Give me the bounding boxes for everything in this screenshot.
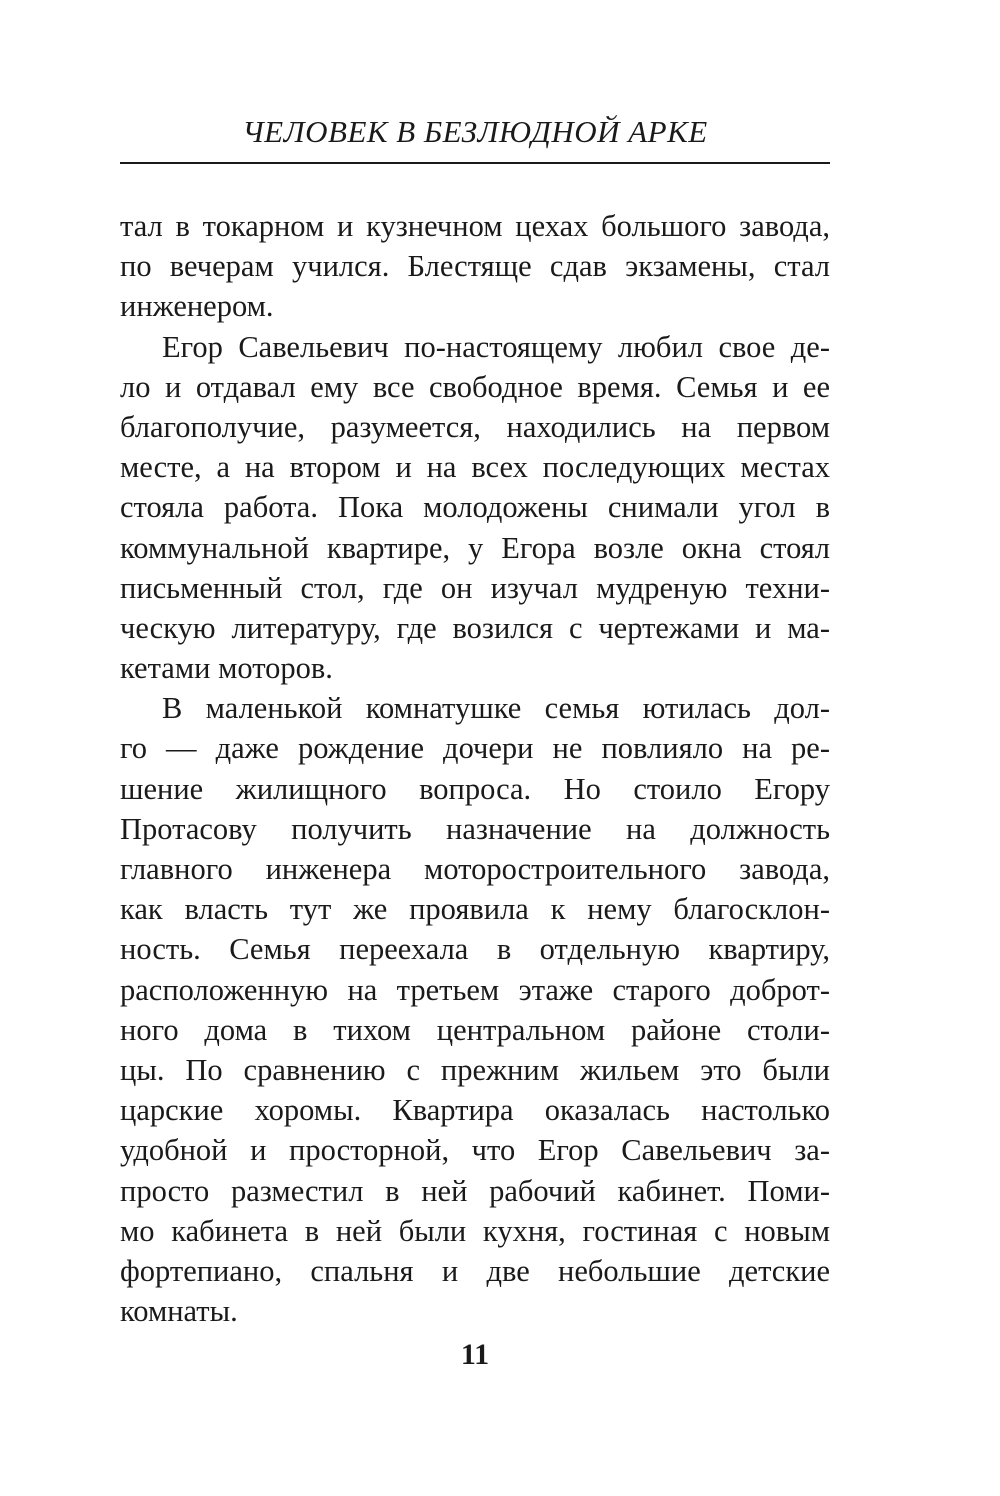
text-line: царские хоромы. Квартира оказалась настолько <box>120 1093 830 1128</box>
body-text <box>120 206 830 1331</box>
text-line: мо кабинета в ней были кухня, гостиная с новым <box>120 1213 830 1248</box>
header-rule <box>120 162 830 164</box>
text-line: ло и отдавал ему все свободное время. Семья и ее <box>120 369 830 404</box>
text-line: комнаты. <box>120 1294 238 1329</box>
text-line: ность. Семья переехала в отдельную квартиру, <box>120 932 830 967</box>
text-line: кетами моторов. <box>120 651 333 686</box>
text-line: просто разместил в ней рабочий кабинет. Поми- <box>120 1173 830 1208</box>
text-line: шение жилищного вопроса. Но стоило Егору <box>120 771 830 806</box>
text-line: главного инженера моторостроительного завода, <box>120 852 830 886</box>
text-line: по вечерам учился. Блестяще сдав экзамены, стал <box>120 249 830 284</box>
text-line: инженером. <box>120 289 274 324</box>
page-number: 11 <box>460 1338 490 1371</box>
text-line: ческую литературу, где возился с чертежами и ма- <box>120 610 830 645</box>
text-line: фортепиано, спальня и две небольшие детские <box>120 1253 830 1288</box>
text-line: коммунальной квартире, у Егора возле окна стоял <box>120 530 830 565</box>
text-line: месте, а на втором и на всех последующих местах <box>120 450 830 485</box>
text-line: ного дома в тихом центральном районе столи- <box>120 1012 830 1047</box>
text-line: тал в токарном и кузнечном цехах большого завода, <box>120 209 830 243</box>
text-line: письменный стол, где он изучал мудреную техни- <box>120 570 830 605</box>
text-line: как власть тут же проявила к нему благосклон- <box>120 892 830 927</box>
text-line: стояла работа. Пока молодожены снимали угол в <box>120 490 830 525</box>
text-line: Протасову получить назначение на должность <box>120 811 830 846</box>
running-title: ЧЕЛОВЕК В БЕЗЛЮДНОЙ АРКЕ <box>242 114 708 149</box>
text-line: цы. По сравнению с прежним жильем это были <box>120 1052 830 1087</box>
text-line: Егор Савельевич по-настоящему любил свое де- <box>162 329 830 364</box>
text-line: удобной и просторной, что Егор Савельевич за- <box>120 1133 830 1168</box>
text-line: В маленькой комнатушке семья ютилась дол- <box>162 691 830 726</box>
text-line: расположенную на третьем этаже старого доброт- <box>120 972 830 1007</box>
text-line: го — даже рождение дочери не повлияло на ре- <box>120 731 830 766</box>
text-line: благополучие, разумеется, находились на первом <box>120 409 830 444</box>
